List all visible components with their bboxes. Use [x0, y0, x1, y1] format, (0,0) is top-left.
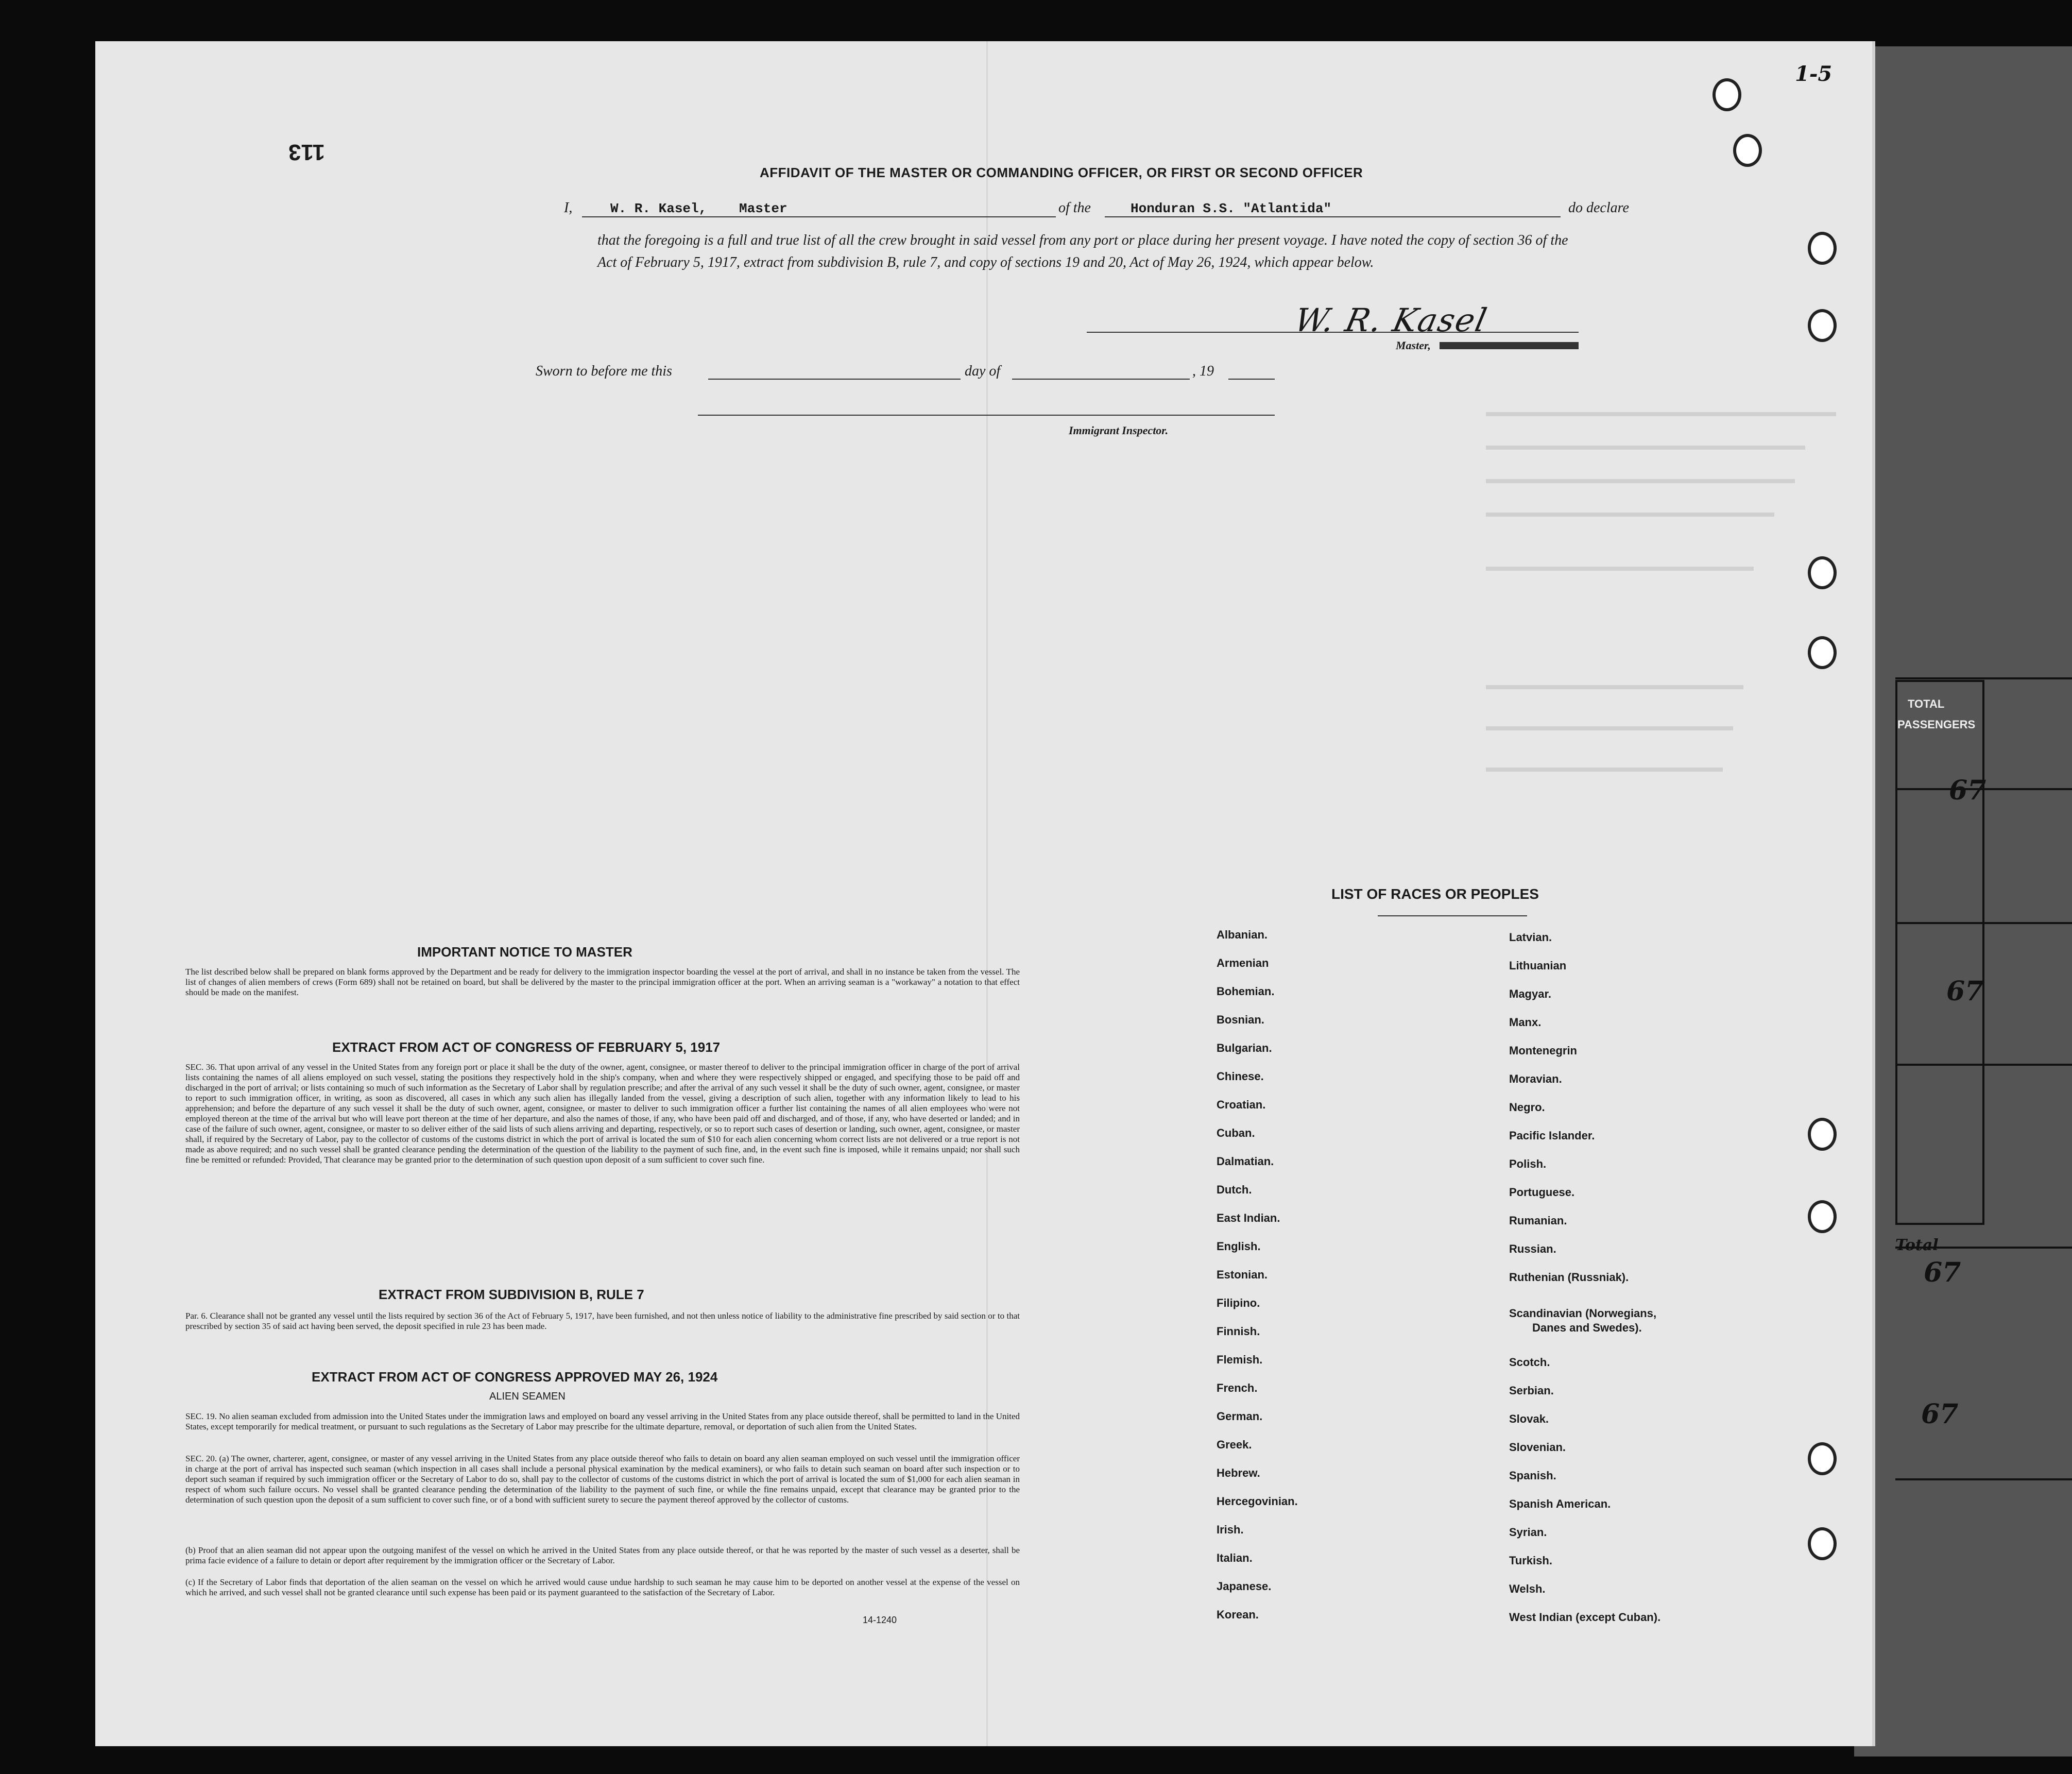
affidavit-body: that the foregoing is a full and true list of all the crew brought in said vessel from any port or place during her present voyage. I have noted the copy of section 36 of the Act of February 5, 1917, extract from subdivision B, rule 7, and copy of sections 19 and 20, Act of May 26, 1924, which appear below.: [597, 232, 1568, 270]
binder-hole: [1808, 232, 1837, 265]
do-declare-label: do declare: [1568, 200, 1629, 216]
race-item: Portuguese.: [1509, 1186, 1575, 1199]
race-item: Moravian.: [1509, 1072, 1562, 1085]
race-item: Pacific Islander.: [1509, 1129, 1595, 1142]
race-item: Finnish.: [1217, 1325, 1260, 1338]
race-item: Spanish American.: [1509, 1497, 1611, 1510]
binder-hole: [1808, 1527, 1837, 1560]
sec-20a-text: SEC. 20. (a) The owner, charterer, agent, consignee, or master of any vessel arriving in the United States from any place outside thereof who fails to detain on board any alien seaman employed on such vessel until the immigration officer in charge at the port of arrival has inspected such seaman (which inspection in all cases shall include a personal physical examination by the medical examiners), or who fails to detain such seaman on board after such inspection or to deport such seaman if required by such immigration officer or the Secretary of Labor to do so, shall pay to the collector of customs of the customs district in which the port of arrival is located the sum of $1,000 for each alien seaman in respect of whom such failure occurs. No vessel shall be granted clearance pending the determination of the liability to the payment of such fine, or while the fine remains unpaid, except that clearance may be granted prior to the determination of such question upon the deposit of a sum sufficient to cover such fine, or of a bond with sufficient surety to secure the payment thereof approved by the collector of customs.: [185, 1454, 1020, 1505]
race-item: Syrian.: [1509, 1526, 1547, 1539]
affidavit-title: AFFIDAVIT OF THE MASTER OR COMMANDING OFFICER, OR FIRST OR SECOND OFFICER: [760, 165, 1363, 180]
race-item: Italian.: [1217, 1551, 1253, 1564]
master-name: W. R. Kasel,: [610, 201, 707, 216]
extract-rule7-body: Par. 6. Clearance shall not be granted any vessel until the lists required by section 36 of the Act of February 5, 1917, have been furnished, and not then unless notice of liability to the administrative fine prescribed by said section or to that prescribed by section 35 of said act having been served, the deposit specified in rule 23 has been made.: [185, 1311, 1020, 1331]
race-item: Scandinavian (Norwegians,: [1509, 1307, 1657, 1320]
race-item: Welsh.: [1509, 1582, 1546, 1595]
race-item: Dutch.: [1217, 1183, 1252, 1196]
notice-body: The list described below shall be prepared on blank forms approved by the Department and be ready for delivery to the immigration inspector boarding the vessel at the port of arrival, and shall in no instance be taken from the vessel. The list of changes of alien members of crews (Form 689) shall not be retained on board, but shall be delivered by the master to the principal immigration officer at the port. When an arriving seaman is a "workaway" a notation to that effect should be made on the manifest.: [185, 967, 1020, 997]
total-passengers-box: [1895, 680, 1987, 1225]
race-item: Korean.: [1217, 1608, 1259, 1621]
race-item: Chinese.: [1217, 1070, 1264, 1083]
corner-mark: 1-5: [1795, 62, 1833, 86]
form-number: 14-1240: [863, 1615, 897, 1625]
race-item: East Indian.: [1217, 1212, 1280, 1224]
race-item: Armenian: [1217, 957, 1269, 969]
race-item: Montenegrin: [1509, 1044, 1577, 1057]
binder-hole: [1808, 1118, 1837, 1151]
signature-label: Master,: [1396, 339, 1431, 352]
total-value-4: 67: [1921, 1398, 1959, 1430]
extract-1917-body: SEC. 36. That upon arrival of any vessel in the United States from any foreign port or place it shall be the duty of the owner, agent, consignee, or master thereof to deliver to the principal immigration officer in charge of the port of arrival lists containing the names of all aliens employed on such vessel, stating the positions they respectively hold in the ship's company, when and where they were respectively shipped or engaged, and specifying those to be paid off and discharged in the port of arrival; or lists containing so much of such information as the Secretary of Labor shall by regulation prescribe; and after the arrival of any such vessel it shall be the duty of such owner, agent, consignee, or master to report to such immigration officer, in writing, as soon as discovered, all cases in which any such alien has illegally landed from the vessel, giving a description of such alien, together with any information likely to lead to his apprehension; and before the departure of any such vessel it shall be the duty of such owner, agent, consignee, or master to deliver to such immigration officer a further list containing the names of all alien employees who were not employed thereon at the time of the arrival but who will leave port thereon at the time of her departure, and also the names of those, if any, who have been paid off and discharged, and of those, if any, who have deserted or landed; and in case of the failure of such owner, agent, consignee, or master to so deliver either of the said lists of such aliens arriving and departing, respectively, or so to report such cases of desertion or landing, such owner, agent, consignee, or master shall, if required by the Secretary of Labor, pay to the collector of customs of the customs district in which the port of arrival is located the sum of $10 for each alien concerning whom correct lists are not delivered or a true report is not made as above required; and no such vessel shall be granted clearance pending the determination of the question of the liability to the payment of such fine, and, in the event such fine is imposed, while it remains unpaid; nor shall such fine be remitted or refunded: Provided, That clearance may be granted prior to the determination of such question upon deposit of a sum sufficient to cover such fine.: [185, 1062, 1020, 1165]
race-item: Magyar.: [1509, 987, 1551, 1000]
binder-hole: [1808, 1442, 1837, 1475]
race-item: Negro.: [1509, 1101, 1545, 1114]
race-item: Japanese.: [1217, 1580, 1272, 1593]
total-passengers-value-2: 67: [1946, 976, 1984, 1007]
binder-hole: [1808, 556, 1837, 589]
race-item: Flemish.: [1217, 1353, 1263, 1366]
race-item: Turkish.: [1509, 1554, 1552, 1567]
year-prefix: , 19: [1192, 363, 1214, 379]
total-passengers-value-1: 67: [1949, 775, 1987, 806]
inspector-label: Immigrant Inspector.: [1069, 424, 1169, 437]
race-item: Danes and Swedes).: [1532, 1321, 1642, 1334]
sec-20c-text: (c) If the Secretary of Labor finds that deportation of the alien seaman on the vessel on which he arrived would cause undue hardship to such seaman he may cause him to be deported on another vessel at the expense of the vessel on which he arrived, and such vessel shall not be granted clearance until such expense has been paid or its payment guaranteed to the satisfaction of the Secretary of Labor.: [185, 1577, 1020, 1597]
race-item: Bohemian.: [1217, 985, 1275, 998]
total-value-3: 67: [1924, 1257, 1961, 1288]
vessel-name: Honduran S.S. "Atlantida": [1131, 201, 1332, 216]
race-item: Russian.: [1509, 1242, 1556, 1255]
total-passengers-header-2: PASSENGERS: [1897, 718, 1976, 731]
race-item: Ruthenian (Russniak).: [1509, 1271, 1629, 1284]
race-item: Albanian.: [1217, 928, 1268, 941]
race-item: Manx.: [1509, 1016, 1542, 1029]
race-item: Polish.: [1509, 1157, 1547, 1170]
page-number: 113: [288, 140, 325, 165]
sec-19-text: SEC. 19. No alien seaman excluded from admission into the United States under the immigration laws and employed on board any vessel arriving in the United States from any place outside thereof, shall be permitted to land in the United States, except temporarily for medical treatment, or pursuant to such regulations as the Secretary of Labor may prescribe for the ultimate departure, removal, or deportation of such alien from the United States.: [185, 1411, 1020, 1431]
binder-hole: [1733, 134, 1762, 167]
race-item: German.: [1217, 1410, 1263, 1423]
race-item: Hebrew.: [1217, 1466, 1260, 1479]
race-item: Latvian.: [1509, 931, 1552, 944]
race-item: Bulgarian.: [1217, 1042, 1272, 1054]
races-title: LIST OF RACES OR PEOPLES: [1331, 886, 1539, 902]
sworn-label: Sworn to before me this: [536, 363, 672, 379]
race-item: Rumanian.: [1509, 1214, 1567, 1227]
affidavit-i-label: I,: [564, 200, 573, 216]
race-item: Dalmatian.: [1217, 1155, 1274, 1168]
race-item: Filipino.: [1217, 1297, 1260, 1309]
binder-hole: [1808, 1200, 1837, 1233]
race-item: Scotch.: [1509, 1356, 1550, 1369]
extract-1924-subtitle: ALIEN SEAMEN: [489, 1391, 566, 1402]
extract-1924-title: EXTRACT FROM ACT OF CONGRESS APPROVED MAY 26, 1924: [312, 1369, 718, 1385]
manifest-sheet: [95, 41, 1875, 1746]
extract-1917-title: EXTRACT FROM ACT OF CONGRESS OF FEBRUARY 5, 1917: [332, 1039, 721, 1055]
day-of-label: day of: [965, 363, 1001, 379]
race-item: West Indian (except Cuban).: [1509, 1611, 1661, 1624]
race-item: Irish.: [1217, 1523, 1244, 1536]
total-label: Total: [1895, 1236, 1939, 1254]
extract-rule7-title: EXTRACT FROM SUBDIVISION B, RULE 7: [379, 1287, 644, 1302]
race-item: Slovak.: [1509, 1412, 1549, 1425]
binder-hole: [1808, 309, 1837, 342]
binder-hole: [1808, 636, 1837, 669]
binder-hole: [1713, 78, 1741, 111]
race-item: Estonian.: [1217, 1268, 1268, 1281]
master-signature: W. R. Kasel: [1291, 301, 1491, 339]
race-item: French.: [1217, 1381, 1258, 1394]
race-item: Cuban.: [1217, 1127, 1255, 1139]
race-item: Hercegovinian.: [1217, 1495, 1298, 1508]
race-item: Spanish.: [1509, 1469, 1556, 1482]
race-item: Croatian.: [1217, 1098, 1266, 1111]
race-item: Greek.: [1217, 1438, 1252, 1451]
sec-20b-text: (b) Proof that an alien seaman did not appear upon the outgoing manifest of the vessel on which he arrived in the United States from any place outside thereof, or that he was reported by the master of such vessel as a deserter, shall be prima facie evidence of a failure to detain or deport after requirement by the immigration officer or the Secretary of Labor.: [185, 1545, 1020, 1565]
race-item: Lithuanian: [1509, 959, 1567, 972]
total-passengers-header-1: TOTAL: [1908, 697, 1945, 710]
race-item: English.: [1217, 1240, 1261, 1253]
notice-title: IMPORTANT NOTICE TO MASTER: [417, 944, 632, 960]
of-the-label: of the: [1058, 200, 1091, 216]
master-rank: Master: [739, 201, 787, 216]
race-item: Bosnian.: [1217, 1013, 1264, 1026]
race-item: Serbian.: [1509, 1384, 1554, 1397]
race-item: Slovenian.: [1509, 1441, 1566, 1454]
